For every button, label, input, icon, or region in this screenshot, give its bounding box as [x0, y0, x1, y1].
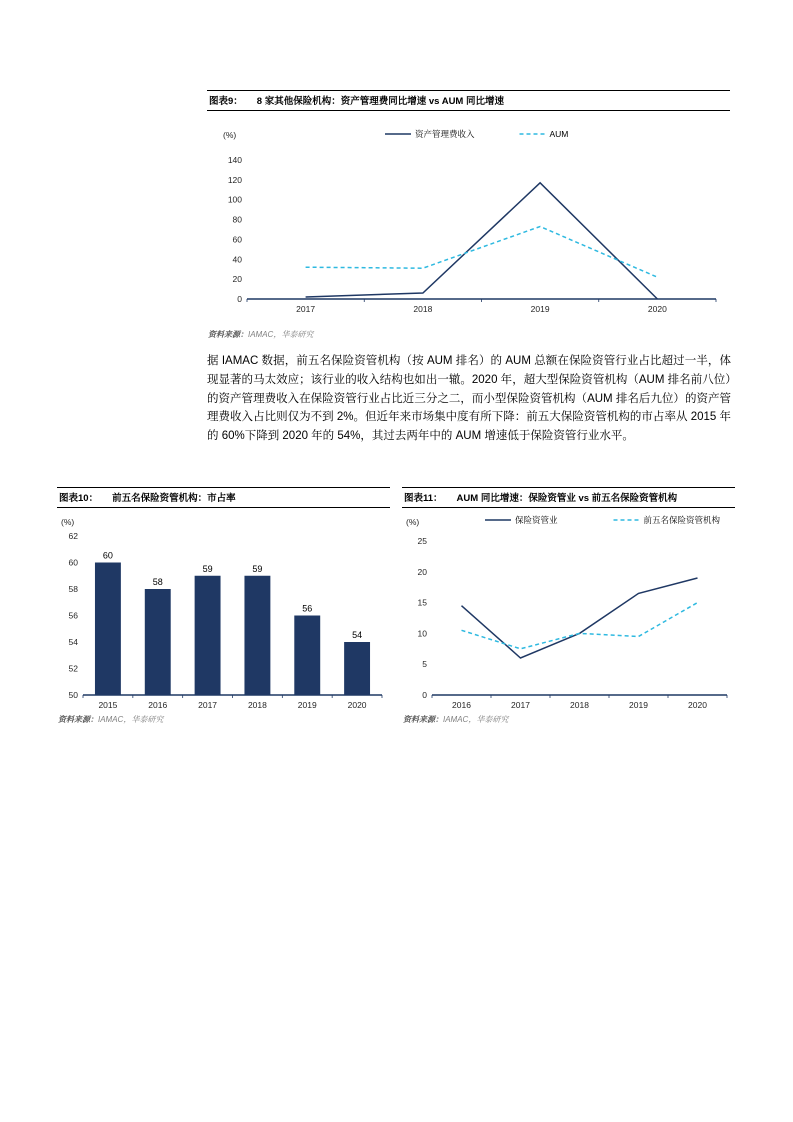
svg-text:2019: 2019 — [297, 700, 317, 710]
svg-text:2016: 2016 — [452, 700, 471, 710]
svg-text:52: 52 — [68, 663, 78, 674]
svg-text:60: 60 — [232, 234, 242, 245]
svg-text:10: 10 — [417, 628, 427, 639]
figure10-bar-chart — [57, 511, 390, 713]
svg-text:资产管理费收入: 资产管理费收入 — [415, 129, 475, 139]
svg-text:2017: 2017 — [511, 700, 530, 710]
svg-text:59: 59 — [252, 563, 263, 574]
figure10-header — [57, 487, 390, 508]
svg-text:58: 58 — [152, 577, 163, 587]
svg-text:保险资管业: 保险资管业 — [515, 515, 558, 525]
figure-10 — [57, 487, 390, 725]
svg-text:40: 40 — [232, 254, 242, 265]
figure9-line-chart — [207, 114, 730, 328]
svg-text:2017: 2017 — [198, 700, 218, 710]
svg-text:2015: 2015 — [98, 700, 118, 710]
figure11-label: 图表11： — [404, 493, 443, 504]
svg-text:59: 59 — [202, 563, 213, 574]
figure11-header — [402, 487, 735, 508]
figure10-source — [57, 714, 390, 725]
body-paragraph: 据 IAMAC 数据，前五名保险资管机构（按 AUM 排名）的 AUM 总额在保险资管行业占比超过一半，体现显著的马太效应；该行业的收入结构也如出一辙。2020 年，超大型保险资管机构（AUM 排名前八位）的资产管理费收入在保险资管行业占比近三分之二，而小型保险资管机构（AUM 排名后九位）的资产管理费收入占比则仅为不到 2%。但近年来市场集中度有所下降：前五大保险资管机构的市占率从 2015 年的 60%下降到 2020 年的 54%，其过去两年中的 AUM 增速低于保险资管行业水平。 — [207, 355, 731, 443]
svg-text:2018: 2018 — [413, 304, 433, 314]
source-label: 资料来源： — [403, 715, 443, 724]
source-text: IAMAC，华泰研究 — [248, 330, 314, 339]
source-label: 资料来源： — [208, 330, 248, 339]
figure-9 — [207, 90, 730, 340]
svg-text:100: 100 — [227, 194, 242, 205]
figure9-label: 图表9： — [209, 96, 243, 107]
svg-text:25: 25 — [417, 536, 427, 546]
figure10-label: 图表10： — [59, 493, 99, 504]
figure11-line-chart — [402, 511, 735, 713]
svg-text:5: 5 — [422, 659, 427, 670]
svg-text:56: 56 — [302, 603, 313, 614]
svg-text:20: 20 — [417, 566, 427, 577]
svg-text:(%): (%) — [223, 130, 237, 140]
svg-text:15: 15 — [417, 597, 427, 608]
figure9-title: 8 家其他保险机构：资产管理费同比增速 vs AUM 同比增速 — [256, 96, 504, 107]
svg-text:120: 120 — [227, 174, 242, 185]
source-label: 资料来源： — [58, 715, 98, 724]
svg-text:0: 0 — [237, 294, 242, 304]
figure11-source — [402, 714, 735, 725]
figure11-title: AUM 同比增速：保险资管业 vs 前五名保险资管机构 — [456, 493, 678, 504]
svg-text:2018: 2018 — [247, 700, 267, 710]
figure9-source — [207, 329, 730, 340]
svg-text:60: 60 — [102, 550, 113, 561]
svg-text:前五名保险资管机构: 前五名保险资管机构 — [643, 515, 721, 525]
svg-text:58: 58 — [68, 584, 78, 594]
svg-text:2016: 2016 — [148, 700, 168, 710]
svg-text:50: 50 — [68, 690, 78, 700]
source-text: IAMAC，华泰研究 — [98, 715, 164, 724]
svg-text:54: 54 — [68, 637, 78, 647]
svg-text:140: 140 — [227, 155, 242, 165]
svg-text:54: 54 — [352, 630, 363, 640]
svg-text:2017: 2017 — [296, 304, 316, 314]
figure9-header — [207, 90, 730, 111]
svg-text:(%): (%) — [61, 517, 75, 527]
svg-text:2019: 2019 — [530, 304, 550, 314]
svg-text:62: 62 — [68, 531, 78, 541]
svg-text:60: 60 — [68, 557, 78, 568]
svg-text:AUM: AUM — [549, 129, 569, 139]
svg-text:2020: 2020 — [688, 700, 707, 710]
svg-text:0: 0 — [422, 690, 427, 700]
figure-11 — [402, 487, 735, 725]
figure10-title: 前五名保险资管机构：市占率 — [112, 493, 236, 504]
svg-text:2018: 2018 — [570, 700, 589, 710]
svg-text:2019: 2019 — [629, 700, 648, 710]
svg-text:20: 20 — [232, 274, 242, 285]
svg-text:56: 56 — [68, 610, 78, 621]
svg-text:2020: 2020 — [647, 304, 667, 314]
svg-text:80: 80 — [232, 214, 242, 225]
svg-text:(%): (%) — [406, 517, 420, 527]
svg-text:2020: 2020 — [347, 700, 367, 710]
source-text: IAMAC，华泰研究 — [443, 715, 509, 724]
